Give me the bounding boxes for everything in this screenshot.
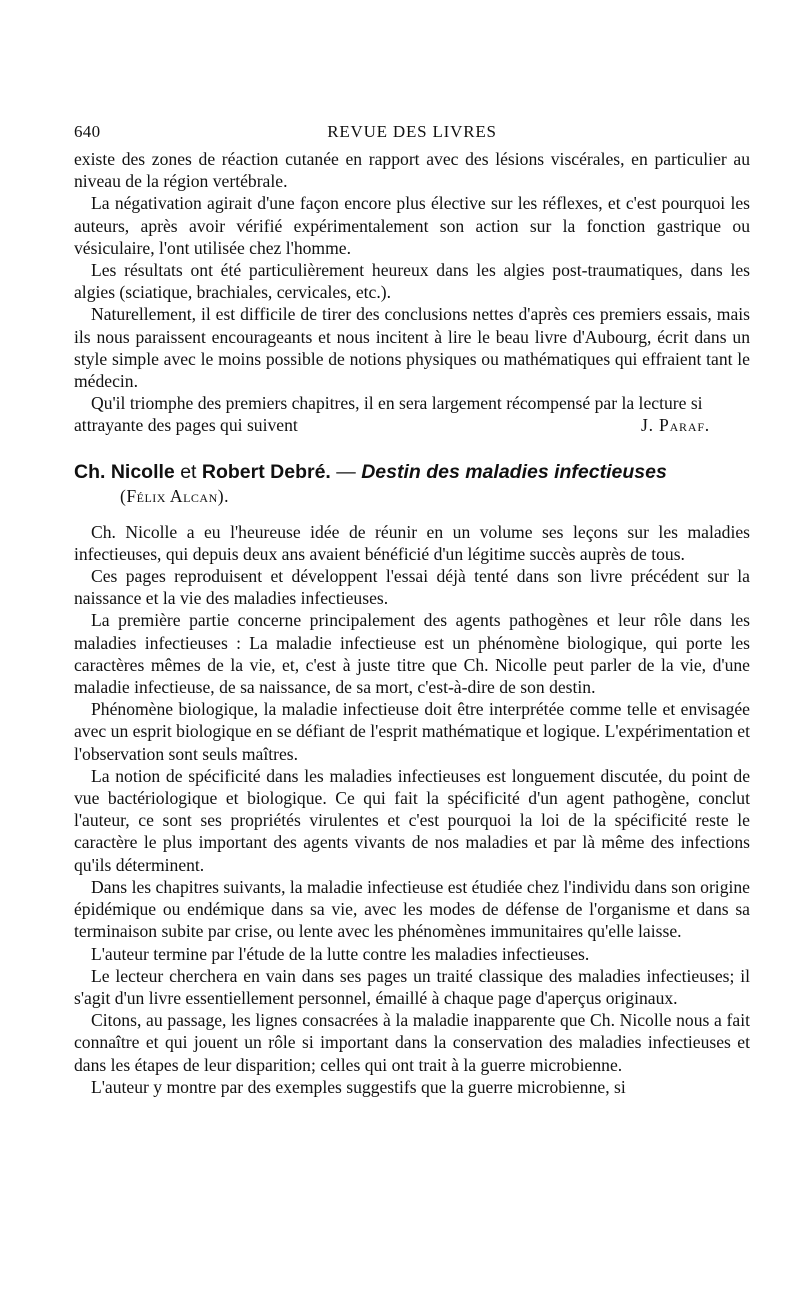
author-name: Ch. Nicolle <box>74 460 175 483</box>
paragraph: Ch. Nicolle a eu l'heureuse idée de réunir en un volume ses leçons sur les maladies infectieuses, qui depuis deux ans avaient bénéficié d'un légitime succès auprès de tous. <box>74 521 750 564</box>
book-title: Destin des maladies infectieuses <box>361 460 667 483</box>
paragraph: Citons, au passage, les lignes consacrées à la maladie inapparente que Ch. Nicolle nous a fait connaître et qui jouent un rôle si important dans la conservation des maladies infectieuses et dans les étapes de leur disparition; celles qui ont trait à la guerre microbienne. <box>74 1010 750 1075</box>
page-number: 640 <box>74 122 101 141</box>
author-name: Robert Debré. <box>201 460 331 483</box>
closing-text: Qu'il triomphe des premiers chapitres, il en sera largement récompensé par la lecture si attrayante des pages qui suivent <box>74 393 703 436</box>
paragraph: L'auteur termine par l'étude de la lutte contre les maladies infectieuses. <box>91 943 590 964</box>
previous-review-section <box>74 148 750 437</box>
paragraph: existe des zones de réaction cutanée en rapport avec des lésions viscérales, en particulier au niveau de la région vertébrale. <box>74 149 750 192</box>
running-title: REVUE DES LIVRES <box>327 122 497 141</box>
paragraph: Les résultats ont été particulièrement heureux dans les algies post-traumatiques, dans les algies (sciatique, brachiales, cervicales, etc.). <box>74 260 750 303</box>
paragraph: Phénomène biologique, la maladie infectieuse doit être interprétée comme telle et envisagée avec un esprit biologique en se défiant de l'esprit mathématique et logique. L'expérimentation et l'observation sont seuls maîtres. <box>74 699 750 764</box>
review-heading <box>74 459 750 485</box>
paragraph: Ces pages reproduisent et développent l'essai déjà tenté dans son livre précédent sur la naissance et la vie des maladies infectieuses. <box>74 566 750 609</box>
publisher: (Félix Alcan). <box>120 485 230 506</box>
page-header <box>74 118 750 148</box>
paragraph: La notion de spécificité dans les maladies infectieuses est longuement discutée, du point de vue bactériologique et biologique. Ce qui fait la spécificité d'un agent pathogène, conclut l'auteur, ce sont ses propriétés virulentes et c'est pourquoi la loi de la spécificité reste le caractère le plus important des agents vivants de nos maladies et par là même des infections qu'ils déterminent. <box>74 765 750 875</box>
heading-dash: — <box>330 460 362 483</box>
author-conjunction: et <box>174 460 202 483</box>
paragraph: L'auteur y montre par des exemples suggestifs que la guerre microbienne, si <box>91 1076 626 1097</box>
paragraph: Naturellement, il est difficile de tirer des conclusions nettes d'après ces premiers essais, mais ils nous paraissent encourageants et nous incitent à lire le beau livre d'Aubourg, écrit dans un style simple avec le moins possible de notions physiques ou mathématiques qui effraient tant le médecin. <box>74 304 750 392</box>
paragraph: La première partie concerne principalement des agents pathogènes et leur rôle dans les maladies infectieuses : La maladie infectieuse est un phénomène biologique, qui porte les caractères mêmes de la vie, et, c'est à juste titre que Ch. Nicolle peut parler de la vie, d'une maladie infectieuse, de sa naissance, de sa mort, c'est-à-dire de son destin. <box>74 610 750 698</box>
closing-paragraph <box>74 392 750 436</box>
paragraph: Dans les chapitres suivants, la maladie infectieuse est étudiée chez l'individu dans son origine épidémique ou endémique dans sa vie, avec les modes de défense de l'organisme et dans sa terminaison subite par crise, ou lente avec les phénomènes immunitaires qu'elle laisse. <box>74 876 750 942</box>
paragraph: La négativation agirait d'une façon encore plus élective sur les réflexes, et c'est pourquoi les auteurs, après avoir vérifié expérimentalement son action sur la fonction gastrique ou vésiculaire, l'ont utilisée chez l'homme. <box>74 193 750 258</box>
review-body <box>74 521 750 1098</box>
reviewer-signature: J. Paraf. <box>640 415 710 436</box>
paragraph: Le lecteur cherchera en vain dans ses pages un traité classique des maladies infectieuses; il s'agit d'un livre essentiellement personnel, émaillé à chaque page d'aperçus originaux. <box>74 965 750 1008</box>
document-page <box>74 118 750 1098</box>
